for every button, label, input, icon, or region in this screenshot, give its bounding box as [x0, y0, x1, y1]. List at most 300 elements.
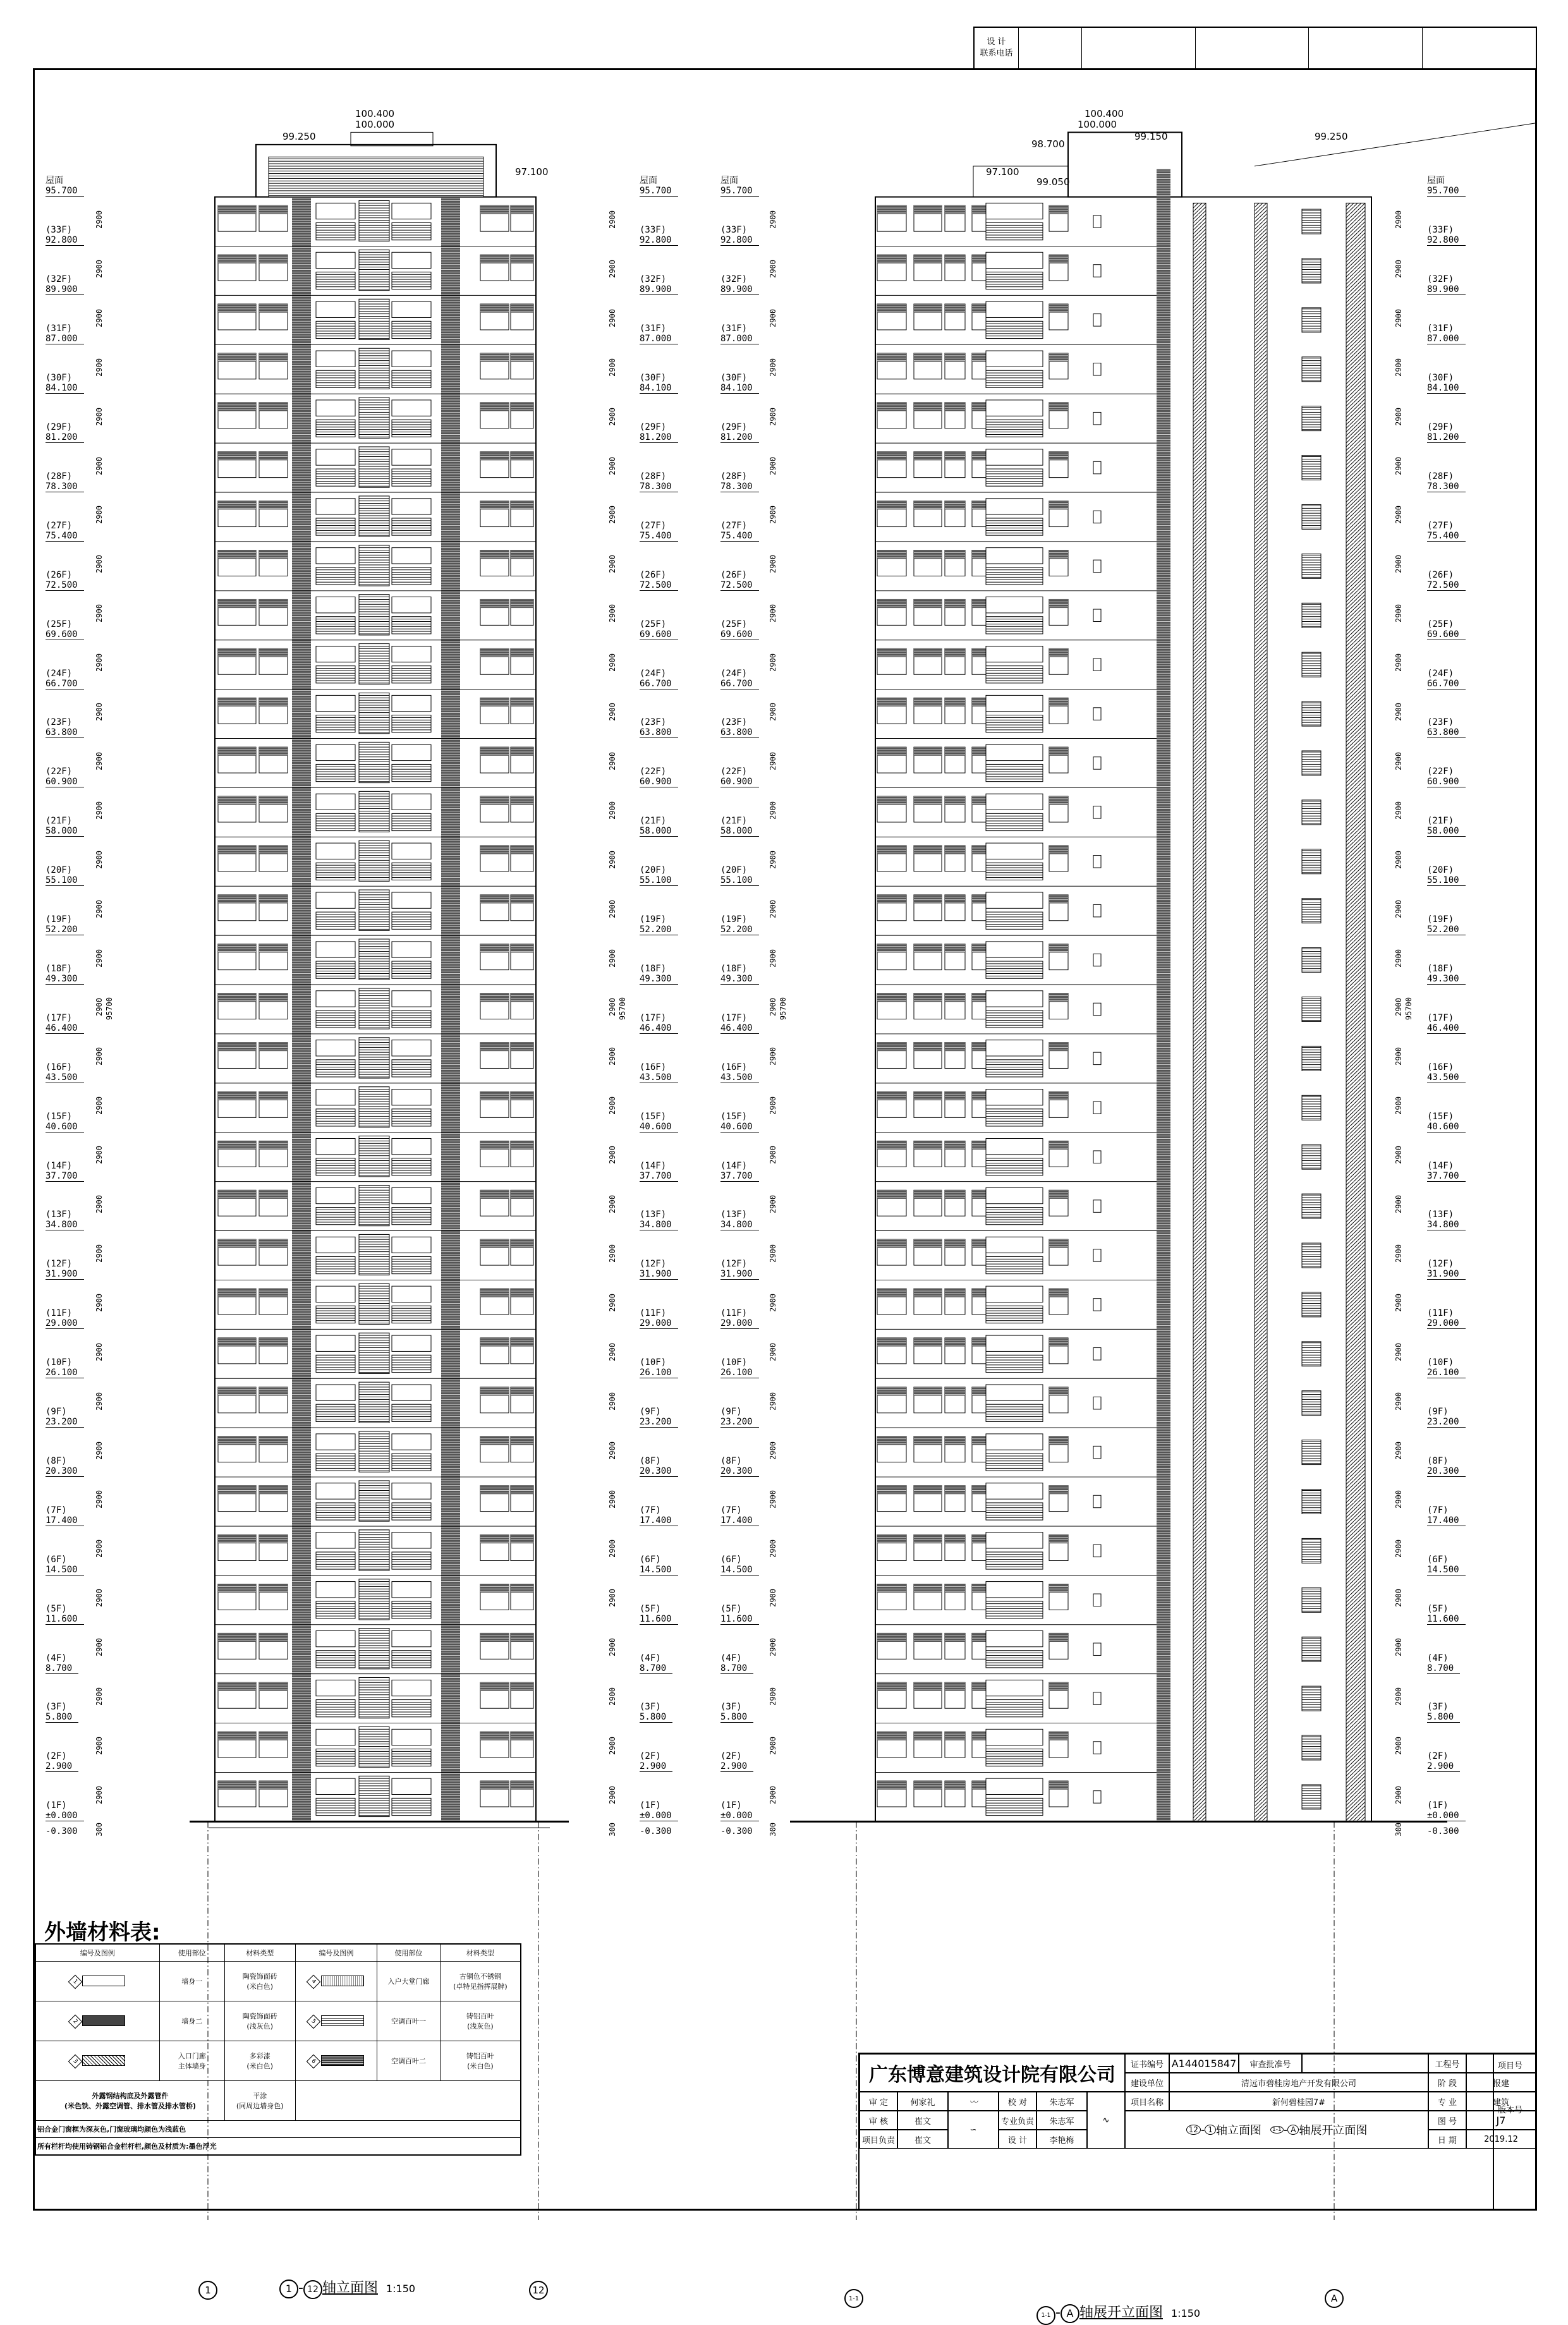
window-header: [1049, 501, 1068, 510]
balcony-window: [316, 1040, 355, 1056]
floor-label: (9F): [46, 1407, 67, 1417]
floor-label: (15F): [46, 1111, 73, 1122]
elevation-value: 92.800: [640, 235, 678, 246]
window-header: [511, 1584, 533, 1593]
balcony-window: [392, 1483, 431, 1499]
window-header: [1049, 796, 1068, 805]
window-header: [259, 255, 288, 264]
window-header: [945, 1486, 965, 1495]
balcony-window: [316, 1483, 355, 1499]
balcony-window: [986, 449, 1043, 465]
stair-screen: [359, 398, 389, 438]
window-header: [1049, 1486, 1068, 1495]
balcony-window: [986, 400, 1043, 416]
window-header: [877, 698, 906, 707]
balcony-window: [986, 1040, 1043, 1056]
elevation-value: 49.300: [46, 974, 84, 985]
floor-height-dim: 2900: [95, 998, 104, 1017]
roof-level: [1427, 176, 1466, 197]
balcony-railing: [316, 321, 355, 338]
audit-name: 崔文: [897, 2111, 948, 2130]
floor-height-dim: 2900: [95, 1244, 104, 1263]
floor-label: (17F): [1427, 1012, 1454, 1023]
window-header: [972, 648, 986, 657]
level-(20F): [46, 865, 84, 886]
window-header: [972, 205, 986, 214]
balcony-railing: [986, 1749, 1043, 1766]
elevation-value: 20.300: [640, 1466, 678, 1477]
window-header: [914, 698, 942, 707]
floor-height-dim: 2900: [769, 998, 777, 1017]
balcony-window: [986, 892, 1043, 908]
ac-louver: [1302, 1637, 1321, 1661]
floor-height-dim: 2900: [95, 1441, 104, 1460]
floor-label: (2F): [720, 1751, 742, 1762]
balcony-window: [316, 942, 355, 957]
window-header: [480, 1141, 509, 1150]
ac-louver: [1302, 1735, 1321, 1760]
mat-note-line2: 所有栏杆均使用铸钢铝合金栏杆栏,颜色及材质为:墨色浮光: [35, 2138, 521, 2156]
elevation-value: 87.000: [46, 334, 84, 344]
balcony-railing: [986, 813, 1043, 830]
window-header: [914, 1535, 942, 1544]
floor-label: (33F): [46, 225, 73, 236]
check-name: 朱志军: [1036, 2092, 1087, 2111]
floor-height-dim: 2900: [95, 1638, 104, 1657]
balcony-window: [316, 1582, 355, 1598]
floor-height-dim: 2900: [1394, 801, 1403, 820]
balcony-railing: [392, 1601, 431, 1618]
window-header: [1049, 1091, 1068, 1100]
window-header: [972, 1043, 986, 1052]
balcony-railing: [316, 666, 355, 683]
elevation-value: 69.600: [46, 629, 84, 640]
audit-signature: ∽: [948, 2111, 999, 2149]
window-header: [480, 1043, 509, 1052]
floor-label: (12F): [46, 1259, 73, 1270]
elevation-value: 95.700: [640, 186, 678, 197]
balcony-window: [392, 203, 431, 219]
window-header: [480, 796, 509, 805]
balcony-railing: [986, 518, 1043, 535]
window-header: [480, 1584, 509, 1593]
floor-label: 屋面: [640, 176, 657, 186]
window-header: [877, 1633, 906, 1642]
elevation-value: 87.000: [640, 334, 678, 344]
elevation-value: 26.100: [640, 1368, 678, 1378]
floor-label: (29F): [46, 422, 73, 432]
floor-label: (14F): [640, 1160, 667, 1171]
balcony-railing: [316, 272, 355, 289]
window-header: [218, 1190, 256, 1199]
window-header: [480, 1239, 509, 1248]
floor-label: (11F): [1427, 1308, 1454, 1319]
window-header: [1049, 1781, 1068, 1790]
balcony-window: [316, 1286, 355, 1302]
ac-louver: [1302, 1391, 1321, 1416]
balcony-window: [986, 351, 1043, 367]
floor-height-dim: 2900: [1394, 604, 1403, 623]
balcony-railing: [392, 813, 431, 830]
level-(3F): [640, 1702, 672, 1723]
window-header: [259, 1781, 288, 1790]
balcony-railing: [392, 420, 431, 437]
level-(28F): [640, 471, 678, 492]
elevation-value: 75.400: [1427, 531, 1466, 542]
window-header: [945, 796, 965, 805]
balcony-railing: [316, 1552, 355, 1569]
window-header: [914, 353, 942, 362]
level-(19F): [720, 914, 759, 935]
window-header: [218, 895, 256, 904]
window-header: [914, 993, 942, 1002]
floor-height-dim: 2900: [95, 1342, 104, 1361]
floor-height-dim: 2900: [608, 899, 617, 918]
floor-label: (18F): [640, 963, 667, 974]
elevation-value: 52.200: [640, 925, 678, 935]
window-header: [972, 1091, 986, 1100]
stair-screen: [359, 200, 389, 241]
right-top-elev-2: 100.000: [1078, 118, 1117, 130]
floor-label: (12F): [640, 1259, 667, 1270]
balcony-window: [316, 1138, 355, 1154]
balcony-railing: [986, 1011, 1043, 1028]
level-(24F): [640, 669, 678, 689]
window-header: [877, 1289, 906, 1297]
window-header: [218, 1338, 256, 1347]
mat-part: 墙身二: [159, 2001, 224, 2041]
elevation-value: 89.900: [46, 284, 84, 295]
balcony-railing: [316, 1355, 355, 1372]
stair-screen: [359, 1087, 389, 1127]
balcony-window: [316, 794, 355, 810]
elevation-value: 14.500: [46, 1565, 84, 1575]
floor-label: 屋面: [1427, 176, 1445, 186]
floor-height-dim: 2900: [1394, 751, 1403, 770]
floor-label: (13F): [46, 1210, 73, 1220]
balcony-window: [392, 991, 431, 1007]
window-header: [945, 846, 965, 854]
total-height-dim: 95700: [1404, 997, 1413, 1020]
window-header: [1049, 255, 1068, 264]
balcony-railing: [316, 764, 355, 781]
floor-height-dim: 2900: [608, 751, 617, 770]
level-(10F): [640, 1357, 678, 1378]
floor-label: (22F): [1427, 767, 1454, 777]
level-(24F): [46, 669, 84, 689]
level-(20F): [640, 865, 678, 886]
window-header: [945, 1781, 965, 1790]
balcony-window: [986, 942, 1043, 957]
ground-step-dim: 300: [95, 1823, 104, 1836]
approve-signature: 〰: [948, 2092, 999, 2111]
floor-height-dim: 2900: [608, 308, 617, 327]
right-hatch-strip: [1193, 203, 1206, 1821]
level-(11F): [46, 1308, 84, 1329]
window-header: [972, 895, 986, 904]
window-header: [480, 944, 509, 953]
elevation-value: 89.900: [1427, 284, 1466, 295]
floor-label: (7F): [1427, 1505, 1449, 1515]
window-header: [218, 846, 256, 854]
window-header: [480, 1091, 509, 1100]
roof-level: [720, 176, 759, 197]
floor-height-dim: 2900: [1394, 1687, 1403, 1706]
floor-height-dim: 2900: [1394, 703, 1403, 721]
elevation-value: 92.800: [720, 235, 759, 246]
window-header: [1049, 698, 1068, 707]
elevation-value: 60.900: [46, 777, 84, 787]
window-header: [218, 1239, 256, 1248]
level-(29F): [640, 422, 678, 443]
balcony-window: [392, 1680, 431, 1696]
floor-height-dim: 2900: [608, 850, 617, 869]
balcony-window: [986, 794, 1043, 810]
balcony-window: [392, 400, 431, 416]
elevation-value: 69.600: [640, 629, 678, 640]
small-window: [1093, 1003, 1101, 1015]
elevation-value: 11.600: [640, 1614, 678, 1625]
window-header: [914, 599, 942, 608]
balcony-railing: [316, 1503, 355, 1520]
floor-label: (14F): [46, 1160, 73, 1171]
window-header: [972, 1781, 986, 1790]
window-header: [972, 255, 986, 264]
materials-table: [35, 1943, 521, 2156]
elevation-value: 5.800: [640, 1712, 672, 1723]
window-header: [877, 501, 906, 510]
balcony-railing: [392, 1060, 431, 1077]
floor-label: (18F): [1427, 963, 1454, 974]
floor-height-dim: 2900: [769, 949, 777, 968]
date: 2019.12: [1466, 2130, 1536, 2149]
level-(15F): [720, 1112, 759, 1132]
floor-height-dim: 2900: [769, 407, 777, 426]
balcony-window: [316, 1385, 355, 1400]
level-(26F): [720, 570, 759, 591]
elevation-value: 87.000: [720, 334, 759, 344]
floor-label: (16F): [640, 1062, 667, 1072]
floor-height-dim: 2900: [1394, 1785, 1403, 1804]
elevation-value: 58.000: [640, 826, 678, 837]
level-(27F): [46, 521, 84, 542]
window-header: [259, 304, 288, 313]
level-(8F): [1427, 1456, 1466, 1477]
ac-louver: [1302, 751, 1321, 775]
window-header: [511, 452, 533, 461]
balcony-window: [392, 597, 431, 613]
elevation-value: 29.000: [640, 1318, 678, 1329]
floor-label: (27F): [720, 520, 748, 531]
level-(17F): [720, 1013, 759, 1034]
level-(4F): [640, 1653, 672, 1674]
floor-height-dim: 2900: [769, 1146, 777, 1165]
floor-height-dim: 2900: [1394, 998, 1403, 1017]
window-header: [945, 698, 965, 707]
elevation-value: 37.700: [1427, 1171, 1466, 1182]
floor-label: (15F): [640, 1111, 667, 1122]
elevation-value: 43.500: [46, 1072, 84, 1083]
window-header: [972, 1436, 986, 1445]
elevation-value: 14.500: [640, 1565, 678, 1575]
floor-label: (4F): [46, 1653, 67, 1663]
level-(23F): [640, 717, 678, 738]
floor-label: (4F): [640, 1653, 661, 1663]
floor-height-dim: 2900: [1394, 456, 1403, 475]
window-header: [480, 1486, 509, 1495]
floor-label: (7F): [720, 1505, 742, 1515]
level-(11F): [1427, 1308, 1466, 1329]
window-header: [218, 1535, 256, 1544]
window-header: [480, 452, 509, 461]
balcony-window: [316, 892, 355, 908]
window-header: [259, 698, 288, 707]
elevation-value: 78.300: [1427, 482, 1466, 492]
window-header: [259, 1289, 288, 1297]
level-(5F): [720, 1604, 759, 1625]
level-(13F): [640, 1210, 678, 1230]
balcony-railing: [392, 1454, 431, 1471]
window-header: [972, 1338, 986, 1347]
balcony-window: [392, 695, 431, 711]
floor-height-dim: 2900: [1394, 1392, 1403, 1411]
item-no-label: 项目号: [1498, 2061, 1523, 2071]
window-header: [877, 944, 906, 953]
window-header: [945, 501, 965, 510]
floor-height-dim: 2900: [1394, 1146, 1403, 1165]
balcony-railing: [986, 666, 1043, 683]
elevation-value: 92.800: [46, 235, 84, 246]
pm-name: 崔文: [897, 2130, 948, 2149]
level-(18F): [720, 964, 759, 985]
window-header: [877, 993, 906, 1002]
window-header: [1049, 599, 1068, 608]
title-block: [858, 2053, 1537, 2211]
small-window: [1093, 757, 1101, 769]
cert-no: A144015847: [1169, 2054, 1239, 2073]
window-header: [218, 1584, 256, 1593]
balcony-railing: [986, 1503, 1043, 1520]
balcony-window: [316, 597, 355, 613]
client-label: 建设单位: [1125, 2073, 1169, 2092]
window-header: [218, 550, 256, 559]
balcony-window: [316, 744, 355, 760]
level-(8F): [640, 1456, 678, 1477]
designer-label-cell: 设 计 联系电话: [975, 28, 1019, 68]
level-(6F): [640, 1555, 678, 1575]
window-header: [480, 403, 509, 411]
small-window: [1093, 1102, 1101, 1114]
floor-height-dim: 2900: [95, 555, 104, 574]
floor-height-dim: 2900: [608, 1146, 617, 1165]
window-header: [511, 1732, 533, 1740]
window-header: [259, 1633, 288, 1642]
floor-label: (24F): [720, 668, 748, 679]
floor-label: (19F): [1427, 914, 1454, 925]
window-header: [972, 1289, 986, 1297]
balcony-railing: [316, 1060, 355, 1077]
level-(33F): [720, 225, 759, 246]
floor-height-dim: 2900: [769, 1244, 777, 1263]
balcony-railing: [986, 223, 1043, 240]
floor-height-dim: 2900: [608, 1539, 617, 1558]
window-header: [259, 1584, 288, 1593]
floor-height-dim: 2900: [95, 1047, 104, 1066]
balcony-railing: [316, 617, 355, 634]
floor-label: (26F): [720, 569, 748, 580]
floor-label: (7F): [46, 1505, 67, 1515]
level-(31F): [640, 324, 678, 344]
level-(20F): [1427, 865, 1466, 886]
floor-height-dim: 2900: [1394, 850, 1403, 869]
balcony-window: [392, 1286, 431, 1302]
discipline: 建筑: [1466, 2092, 1536, 2111]
left-title-scale: 1:150: [386, 2282, 416, 2295]
level-(25F): [46, 619, 84, 640]
balcony-window: [986, 499, 1043, 514]
balcony-railing: [316, 912, 355, 929]
balcony-window: [316, 1778, 355, 1794]
mat-header: 使用部位: [159, 1944, 224, 1962]
ac-louver: [1302, 1686, 1321, 1711]
floor-height-dim: 2900: [608, 801, 617, 820]
elevation-value: 63.800: [1427, 727, 1466, 738]
axis-bubble-12: 12: [529, 2281, 548, 2300]
window-header: [972, 403, 986, 411]
window-header: [218, 304, 256, 313]
window-header: [945, 550, 965, 559]
balcony-window: [986, 646, 1043, 662]
floor-height-dim: 2900: [769, 308, 777, 327]
window-header: [877, 403, 906, 411]
elevation-value: 31.900: [640, 1269, 678, 1280]
floor-label: (3F): [46, 1702, 67, 1713]
window-header: [914, 1289, 942, 1297]
level-(9F): [1427, 1407, 1466, 1428]
balcony-railing: [316, 1306, 355, 1323]
balcony-railing: [392, 469, 431, 486]
window-header: [218, 1486, 256, 1495]
elevation-value: 26.100: [1427, 1368, 1466, 1378]
floor-label: (28F): [720, 471, 748, 482]
window-header: [945, 895, 965, 904]
small-window: [1093, 461, 1101, 473]
window-header: [1049, 648, 1068, 657]
elevation-value: 2.900: [1427, 1761, 1460, 1772]
balcony-window: [392, 449, 431, 465]
level-(24F): [720, 669, 759, 689]
ground-elevation: -0.300: [46, 1826, 78, 1837]
ac-louver: [1302, 1538, 1321, 1563]
balcony-window: [316, 449, 355, 465]
small-window: [1093, 1495, 1101, 1507]
ac-louver: [1302, 899, 1321, 923]
floor-label: (28F): [640, 471, 667, 482]
window-header: [914, 1486, 942, 1495]
window-header: [914, 501, 942, 510]
balcony-railing: [392, 518, 431, 535]
balcony-railing: [986, 1601, 1043, 1618]
elevation-value: 52.200: [1427, 925, 1466, 935]
mat-type: 铸铝百叶 (米白色): [440, 2041, 521, 2081]
window-header: [914, 255, 942, 264]
balcony-window: [392, 548, 431, 564]
floor-height-dim: 2900: [1394, 259, 1403, 278]
floor-height-dim: 2900: [1394, 1195, 1403, 1213]
floor-label: (12F): [720, 1259, 748, 1270]
level-(8F): [46, 1456, 84, 1477]
window-header: [1049, 1584, 1068, 1593]
